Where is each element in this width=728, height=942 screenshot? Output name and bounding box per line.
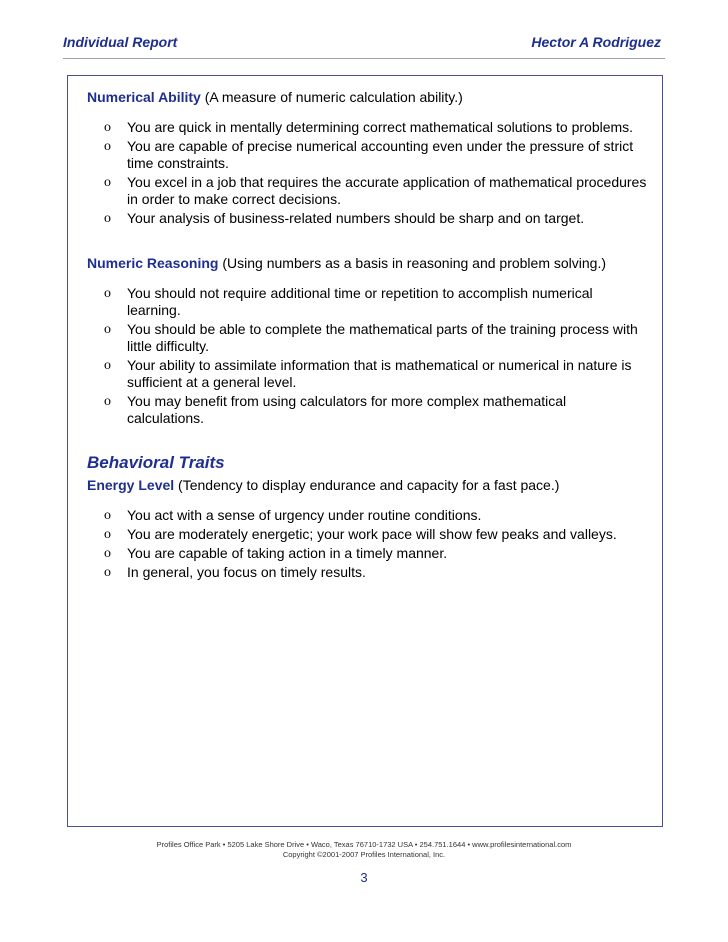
list-item-text: You are capable of taking action in a timely manner. <box>127 545 448 561</box>
list-item-text: You are moderately energetic; your work pace will show few peaks and valleys. <box>127 526 617 542</box>
bullet-list-numerical-ability <box>87 119 647 227</box>
bullet-icon: o <box>104 120 111 135</box>
list-item <box>87 174 647 208</box>
bullet-list-numeric-reasoning <box>87 285 647 427</box>
list-item <box>87 357 647 391</box>
list-item-text: In general, you focus on timely results. <box>127 564 366 580</box>
list-item-text: You are quick in mentally determining correct mathematical solutions to problems. <box>127 119 634 135</box>
report-header-name: Hector A Rodriguez <box>531 34 661 50</box>
header-divider <box>63 58 665 59</box>
list-item <box>87 138 647 172</box>
bullet-icon: o <box>104 527 111 542</box>
list-item <box>87 321 647 355</box>
list-item-text: Your ability to assimilate information that is mathematical or numerical in nature is sufficient at a general level. <box>127 357 632 390</box>
bullet-icon: o <box>104 322 111 337</box>
section-description: (A measure of numeric calculation ability.) <box>200 89 463 105</box>
section-label: Numerical Ability <box>87 89 201 105</box>
report-content <box>87 88 647 583</box>
list-item <box>87 545 647 562</box>
list-item <box>87 526 647 543</box>
list-item-text: You act with a sense of urgency under routine conditions. <box>127 507 482 523</box>
section-description: (Using numbers as a basis in reasoning and problem solving.) <box>218 255 607 271</box>
bullet-list-energy-level <box>87 507 647 581</box>
list-item-text: You may benefit from using calculators for more complex mathematical calculations. <box>127 393 567 426</box>
section-label: Numeric Reasoning <box>87 255 219 271</box>
section-heading-energy-level <box>87 476 647 494</box>
footer-address: Profiles Office Park • 5205 Lake Shore Drive • Waco, Texas 76710-1732 USA • 254.751.1644 • www.profilesinternational.com <box>156 840 572 849</box>
bullet-icon: o <box>104 211 111 226</box>
behavioral-traits-title: Behavioral Traits <box>87 453 225 472</box>
section-heading-numeric-reasoning <box>87 254 647 272</box>
bullet-icon: o <box>104 546 111 561</box>
bullet-icon: o <box>104 286 111 301</box>
section-heading-numerical-ability <box>87 88 647 106</box>
list-item <box>87 507 647 524</box>
bullet-icon: o <box>104 139 111 154</box>
list-item-text: Your analysis of business-related numbers should be sharp and on target. <box>127 210 585 226</box>
list-item <box>87 119 647 136</box>
bullet-icon: o <box>104 358 111 373</box>
footer-copyright: Copyright ©2001-2007 Profiles International, Inc. <box>282 850 446 859</box>
bullet-icon: o <box>104 508 111 523</box>
list-item <box>87 285 647 319</box>
list-item-text: You should not require additional time or repetition to accomplish numerical learning. <box>127 285 593 318</box>
bullet-icon: o <box>104 565 111 580</box>
list-item-text: You excel in a job that requires the accurate application of mathematical procedures in order to make correct decisions. <box>127 174 647 207</box>
section-description: (Tendency to display endurance and capacity for a fast pace.) <box>174 477 560 493</box>
report-header-title: Individual Report <box>63 34 178 50</box>
list-item <box>87 564 647 581</box>
list-item-text: You should be able to complete the mathematical parts of the training process with little difficulty. <box>127 321 638 354</box>
page-number: 3 <box>360 870 368 885</box>
list-item <box>87 393 647 427</box>
list-item <box>87 210 647 227</box>
bullet-icon: o <box>104 175 111 190</box>
list-item-text: You are capable of precise numerical accounting even under the pressure of strict time constraints. <box>127 138 634 171</box>
section-label: Energy Level <box>87 477 175 493</box>
bullet-icon: o <box>104 394 111 409</box>
